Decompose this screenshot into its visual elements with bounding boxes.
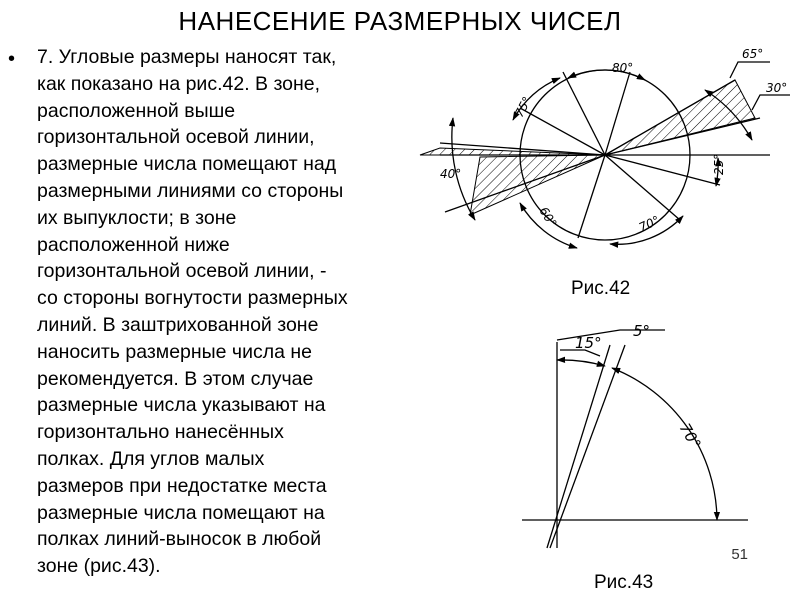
hatched-zone-left — [420, 148, 605, 155]
fig42-label-25: 25° — [712, 153, 726, 175]
body-paragraph: 7. Угловые размеры наносят так, как показано на рис.42. В зоне, расположенной выше горизонтальной осевой линии, размерные числа помещают над размерными линиями со стороны их выпуклости; в зоне расположенной ниже горизонтальной осевой линии, - со стороны вогнутости размерных линий. В заштрихованной зоне наносить размерные числа не рекомендуется. В этом случае размерные числа указывают на горизонтально нанесённых полках. Для углов малых размеров при недостатке места размерные числа помещают на полках линий-выносок в любой зоне (рис.43). — [37, 46, 348, 578]
slide-title: НАНЕСЕНИЕ РАЗМЕРНЫХ ЧИСЕЛ — [178, 6, 622, 36]
figure-43-caption: Рис.43 — [594, 572, 654, 593]
figure-43 — [522, 330, 748, 548]
hatched-zone-right — [605, 80, 755, 155]
figure-43-labels — [575, 322, 704, 452]
fig42-label-65: 65° — [742, 47, 764, 61]
figure-42 — [420, 62, 790, 248]
fig43-label-70: 70° — [675, 420, 705, 453]
fig42-label-30: 30° — [766, 81, 788, 95]
fig43-label-5: 5° — [633, 322, 651, 340]
figure-42-labels — [440, 47, 787, 235]
fig42-label-60: 60° — [536, 204, 560, 230]
fig42-label-40: 40° — [440, 167, 462, 181]
fig43-label-15: 15° — [575, 334, 602, 352]
fig42-label-70: 70° — [636, 212, 662, 235]
bullet-marker: • — [8, 48, 16, 70]
figure-42-caption: Рис.42 — [571, 278, 631, 299]
fig42-label-80: 80° — [612, 61, 634, 75]
page-number: 51 — [731, 546, 748, 563]
fig42-label-75: 75° — [511, 94, 535, 120]
